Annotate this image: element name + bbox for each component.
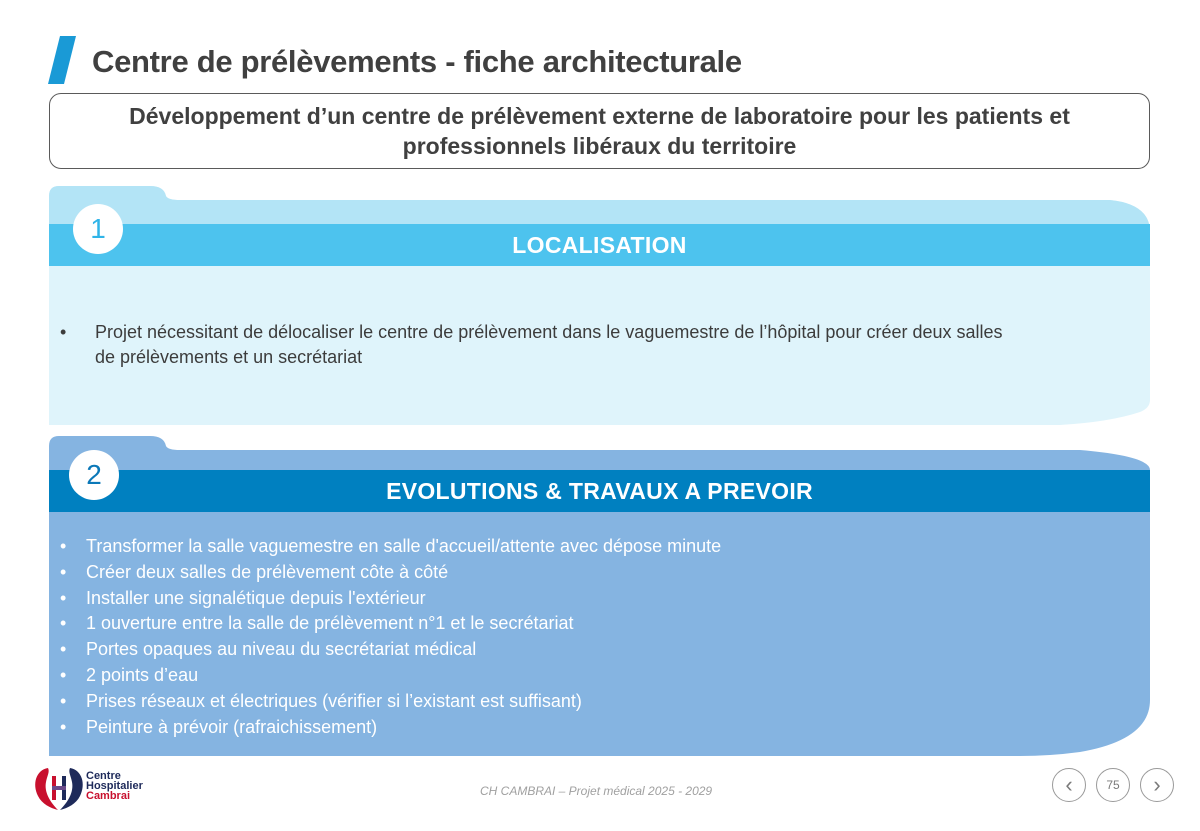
list-item (60, 715, 721, 741)
bullet-glyph: • (60, 536, 67, 556)
list-item (60, 560, 721, 586)
page-number-text: 75 (1106, 778, 1120, 792)
bullet-glyph: • (60, 639, 67, 660)
hospital-logo-text (86, 771, 143, 801)
list-item-text: Créer deux salles de prélèvement côte à côté (86, 561, 449, 582)
section-2-list (60, 534, 721, 740)
section-2-header-bar (49, 470, 1150, 512)
bullet-glyph: • (60, 561, 67, 582)
list-item (60, 637, 721, 663)
list-item-text: Peinture à prévoir (rafraichissement) (86, 716, 378, 737)
list-item (60, 534, 721, 560)
next-page-button[interactable] (1140, 768, 1174, 802)
section-2-number: 2 (86, 459, 102, 490)
page-title: Centre de prélèvements - fiche architecturale (92, 44, 742, 79)
section-2-title: EVOLUTIONS & TRAVAUX A PREVOIR (386, 477, 813, 504)
bullet-glyph: • (60, 690, 67, 711)
section-2-number-badge (69, 450, 119, 500)
list-item-text: Transformer la salle vaguemestre en salle d'accueil/attente avec dépose minute (86, 536, 722, 556)
previous-page-button[interactable] (1052, 768, 1086, 802)
chevron-right-icon: › (1153, 772, 1161, 797)
list-item (60, 689, 721, 715)
list-item-text: Portes opaques au niveau du secrétariat médical (86, 639, 477, 660)
section-1-title: LOCALISATION (512, 231, 687, 258)
bullet-glyph: • (60, 587, 67, 608)
section-1-number: 1 (90, 213, 106, 244)
logo-line-1: Centre (86, 770, 121, 782)
list-item (60, 663, 721, 689)
section-1-number-badge (73, 204, 123, 254)
bullet-glyph: • (60, 322, 67, 342)
section-1-header-bar (49, 224, 1150, 266)
bullet-glyph: • (60, 664, 67, 685)
logo-line-3: Cambrai (86, 790, 131, 802)
list-item-text: Prises réseaux et électriques (vérifier si l’existant est suffisant) (86, 690, 582, 711)
subtitle-text: Développement d’un centre de prélèvement externe de laboratoire pour les patients et professionnels libéraux du territoire (129, 103, 1070, 159)
list-item-text: Installer une signalétique depuis l'extérieur (86, 587, 426, 608)
list-item-text: 2 points d’eau (86, 664, 199, 685)
bullet-glyph: • (60, 613, 67, 634)
list-item (60, 611, 721, 637)
bullet-glyph: • (60, 716, 67, 737)
section-1-item-text: Projet nécessitant de délocaliser le centre de prélèvement dans le vaguemestre de l’hôpital pour créer deux salles de prélèvements et un secrétariat (95, 322, 1003, 367)
section-1-item (60, 320, 1020, 370)
list-item (60, 586, 721, 612)
footer-caption: CH CAMBRAI – Projet médical 2025 - 2029 (480, 784, 713, 798)
chevron-left-icon: ‹ (1065, 772, 1073, 797)
logo-line-2: Hospitalier (86, 780, 143, 792)
list-item-text: 1 ouverture entre la salle de prélèvement n°1 et le secrétariat (86, 613, 574, 634)
page-number (1096, 768, 1130, 802)
